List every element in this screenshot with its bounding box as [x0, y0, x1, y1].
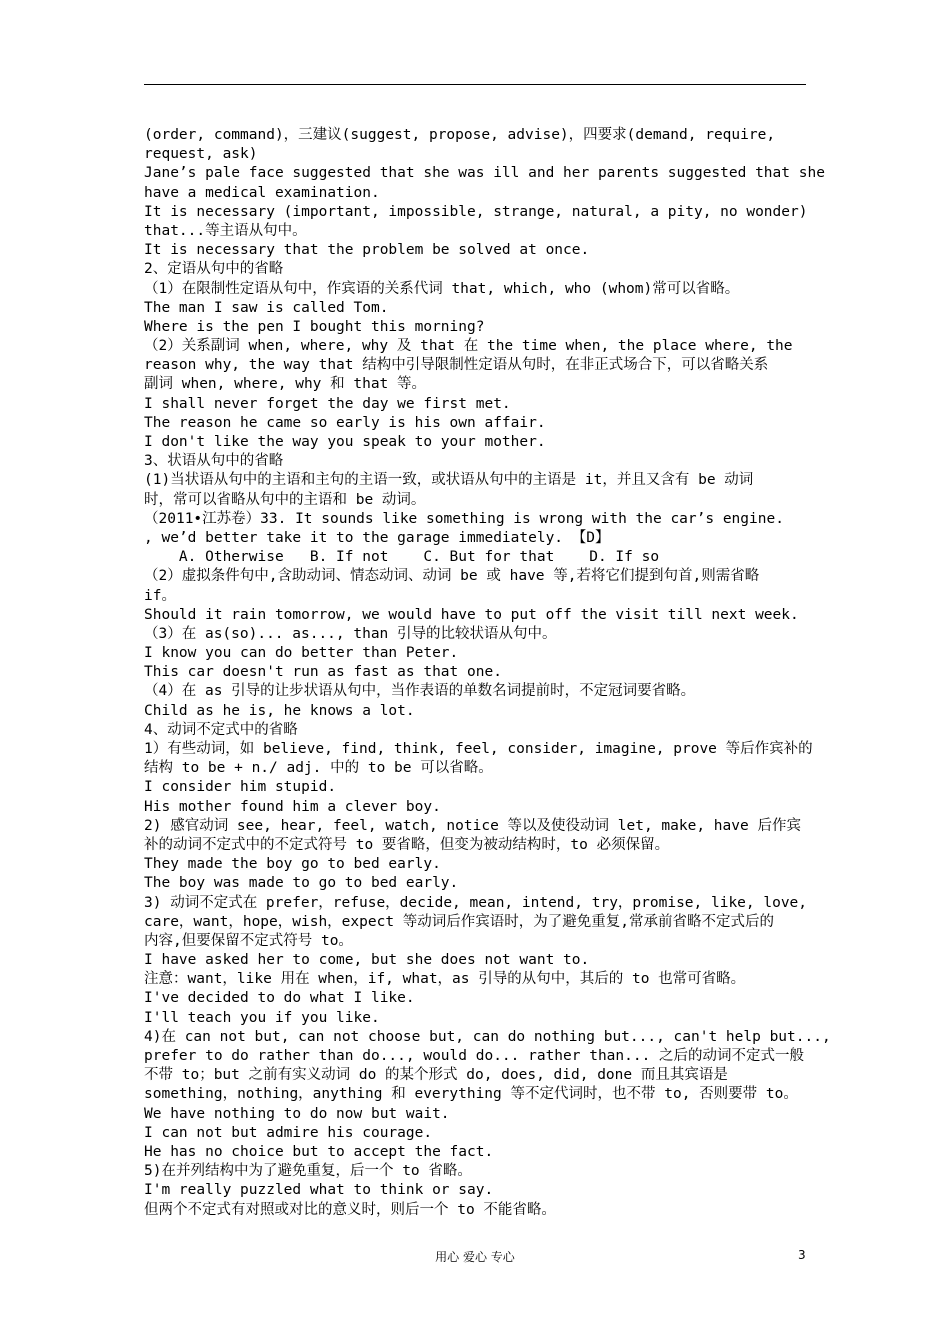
header-rule: [144, 84, 806, 85]
text-line: I can not but admire his courage.: [144, 1124, 433, 1141]
text-line: prefer to do rather than do..., would do... rather than... 之后的动词不定式一般: [144, 1048, 805, 1064]
text-line: （2）关系副词 when, where, why 及 that 在 the time when, the place where, the: [144, 338, 793, 355]
text-line: care，want，hope，wish，expect 等动词后作宾语时，为了避免重复,常承前省略不定式后的: [144, 913, 775, 930]
text-line: We have nothing to do now but wait.: [144, 1105, 450, 1122]
text-line: (order, command)，三建议(suggest, propose, advise)，四要求(demand, require,: [144, 127, 776, 143]
text-line: （2011•江苏卷）33. It sounds like something is wrong with the car’s engine.: [144, 510, 784, 527]
text-line: I consider him stupid.: [144, 779, 337, 796]
page-number: 3: [798, 1248, 806, 1262]
text-line: 2、定语从句中的省略: [144, 261, 284, 278]
text-line: if。: [144, 587, 176, 604]
text-line: I'm really puzzled what to think or say.: [144, 1182, 494, 1199]
text-line: They made the boy go to bed early.: [144, 856, 441, 873]
text-line: I know you can do better than Peter.: [144, 645, 459, 662]
text-line: 5)在并列结构中为了避免重复，后一个 to 省略。: [144, 1163, 472, 1180]
text-line: 但两个不定式有对照或对比的意义时，则后一个 to 不能省略。: [144, 1201, 556, 1218]
text-line: 内容,但要保留不定式符号 to。: [144, 932, 353, 949]
footer-text: 用心 爱心 专心: [435, 1250, 515, 1264]
text-line: The man I saw is called Tom.: [144, 299, 389, 316]
text-line: I have asked her to come, but she does not want to.: [144, 952, 590, 969]
text-line: He has no choice but to accept the fact.: [144, 1143, 494, 1160]
text-line: （2）虚拟条件句中,含助动词、情态动词、动词 be 或 have 等,若将它们提到句首,则需省略: [144, 568, 760, 585]
document-body: [144, 126, 831, 1220]
text-line: something，nothing，anything 和 everything 等不定代词时，也不带 to, 否则要带 to。: [144, 1086, 798, 1103]
text-line: Should it rain tomorrow, we would have to put off the visit till next week.: [144, 606, 799, 623]
text-line: I shall never forget the day we first met.: [144, 395, 511, 412]
text-line: It is necessary that the problem be solved at once.: [144, 242, 590, 259]
text-line: have a medical examination.: [144, 184, 380, 201]
text-line: reason why, the way that 结构中引导限制性定语从句时，在非正式场合下，可以省略关系: [144, 357, 769, 374]
text-line: （3）在 as(so)... as..., than 引导的比较状语从句中。: [144, 625, 557, 642]
text-line: 副词 when, where, why 和 that 等。: [144, 376, 427, 393]
text-line: 3、状语从句中的省略: [144, 453, 284, 470]
text-line: that...等主语从句中。: [144, 222, 307, 239]
text-line: 3) 动词不定式在 prefer，refuse，decide, mean, intend, try，promise, like, love,: [144, 894, 808, 911]
text-line: I've decided to do what I like.: [144, 990, 415, 1007]
text-line: 2) 感官动词 see, hear, feel, watch, notice 等以及使役动词 let, make, have 后作宾: [144, 817, 801, 834]
text-line: I don't like the way you speak to your mother.: [144, 434, 546, 450]
text-line: 时，常可以省略从句中的主语和 be 动词。: [144, 491, 426, 508]
text-line: His mother found him a clever boy.: [144, 798, 441, 815]
text-line: 不带 to；but 之前有实义动词 do 的某个形式 do, does, did, done 而且其宾语是: [144, 1067, 728, 1084]
text-line: 1）有些动词，如 believe, find, think, feel, consider, imagine, prove 等后作宾补的: [144, 741, 813, 757]
text-line: 补的动词不定式中的不定式符号 to 要省略，但变为被动结构时，to 必须保留。: [144, 836, 670, 853]
text-line: I'll teach you if you like.: [144, 1009, 380, 1026]
text-line: Child as he is, he knows a lot.: [144, 702, 415, 719]
text-line: It is necessary (important, impossible, strange, natural, a pity, no wonder): [144, 203, 808, 220]
text-line: The reason he came so early is his own affair.: [144, 414, 546, 431]
text-line: 注意：want，like 用在 when，if, what，as 引导的从句中，其后的 to 也常可省略。: [144, 971, 746, 988]
text-line: 结构 to be + n./ adj. 中的 to be 可以省略。: [144, 760, 493, 777]
text-line: 4、动词不定式中的省略: [144, 721, 298, 738]
text-line: This car doesn't run as fast as that one.: [144, 664, 502, 681]
text-line: (1)当状语从句中的主语和主句的主语一致，或状语从句中的主语是 it，并且又含有 be 动词: [144, 472, 754, 489]
text-line: （1）在限制性定语从句中，作宾语的关系代词 that, which, who (whom)常可以省略。: [144, 280, 740, 297]
text-line: request, ask): [144, 146, 258, 163]
text-line: Where is the pen I bought this morning?: [144, 318, 485, 335]
text-line: , we’d better take it to the garage immediately. 【D】: [144, 529, 610, 546]
text-line: 4)在 can not but, can not choose but, can do nothing but..., can't help but...,: [144, 1028, 831, 1045]
text-line: Jane’s pale face suggested that she was ill and her parents suggested that she: [144, 165, 825, 182]
text-line: The boy was made to go to bed early.: [144, 875, 459, 892]
text-line: A. Otherwise B. If not C. But for that D. If so: [144, 549, 660, 566]
text-line: （4）在 as 引导的让步状语从句中，当作表语的单数名词提前时，不定冠词要省略。: [144, 683, 696, 700]
